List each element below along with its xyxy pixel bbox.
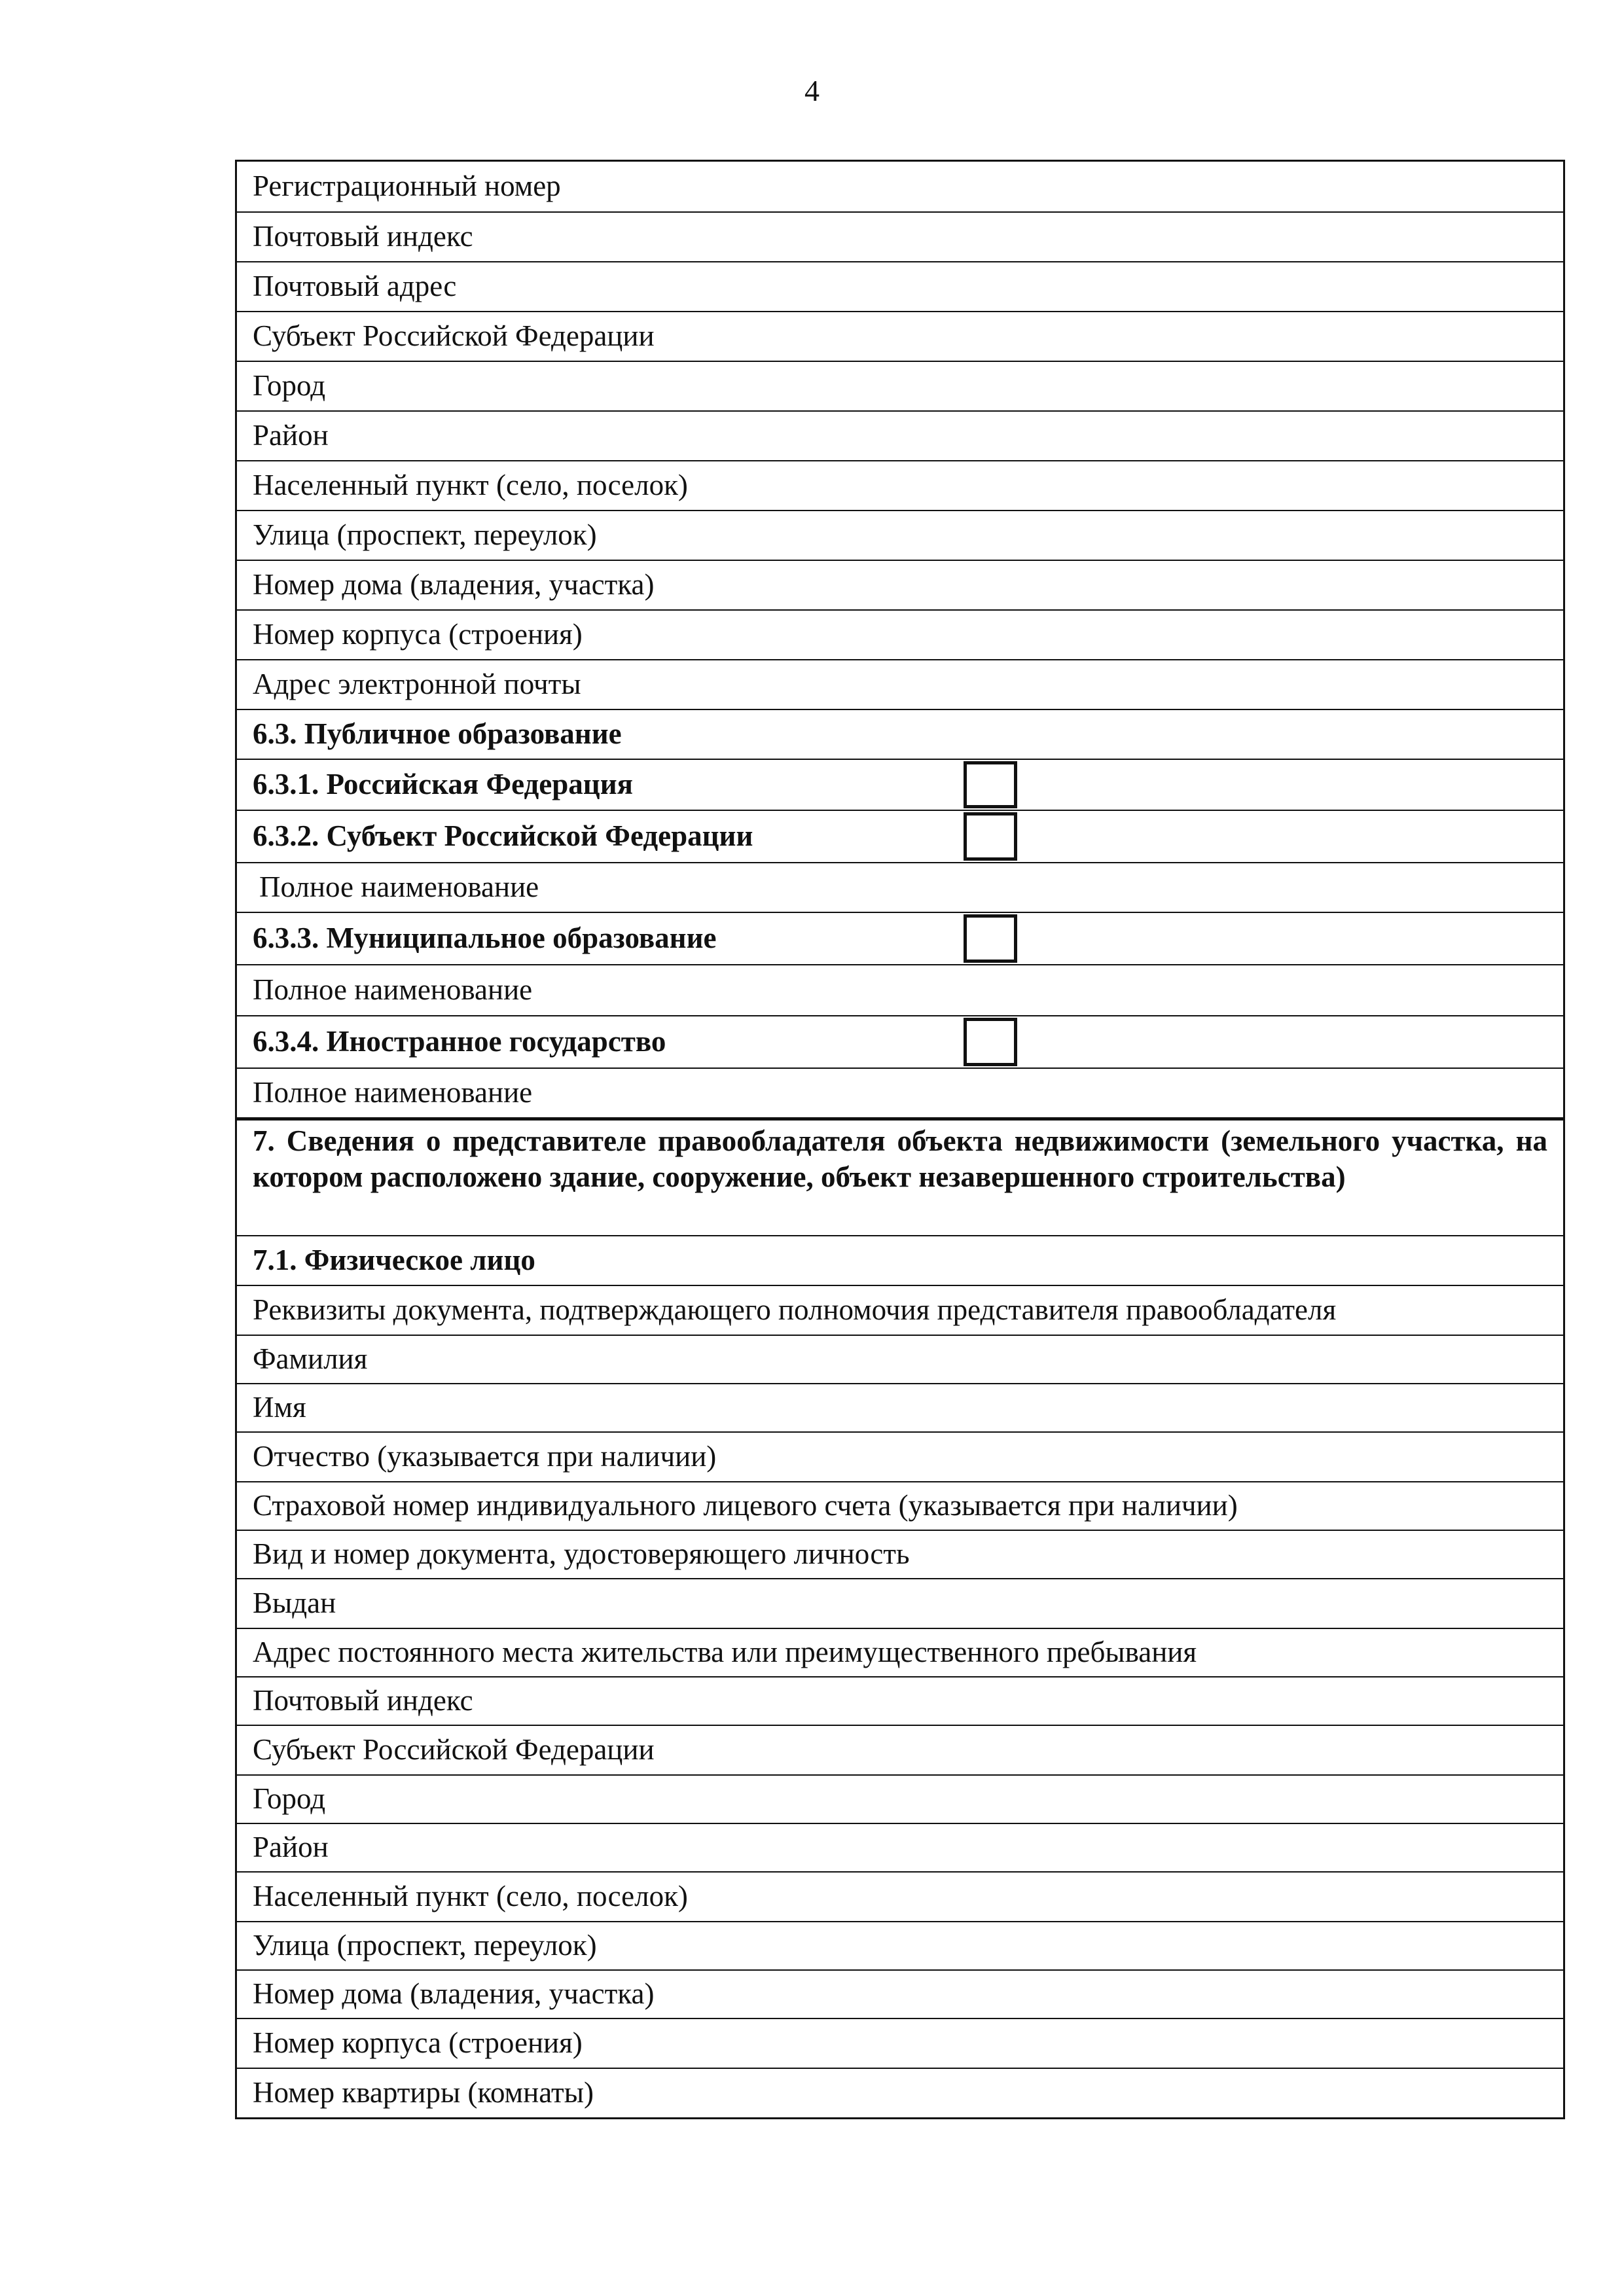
row-label: Город	[253, 1782, 326, 1816]
row-city	[237, 1774, 1563, 1823]
row-identity-document	[237, 1530, 1563, 1578]
row-label: Фамилия	[253, 1342, 368, 1376]
row-label: Номер дома (владения, участка)	[253, 568, 655, 601]
row-label: Отчество (указывается при наличии)	[253, 1440, 717, 1473]
row-surname	[237, 1335, 1563, 1383]
row-full-name	[237, 1067, 1563, 1117]
checkbox-municipality[interactable]	[964, 914, 1017, 963]
row-label: Улица (проспект, переулок)	[253, 1929, 597, 1962]
row-patronymic	[237, 1431, 1563, 1481]
row-label: Населенный пункт (село, поселок)	[253, 469, 688, 502]
section-heading: 7. Сведения о представителе правообладателя объекта недвижимости (земельного участка, на котором расположено здание, сооружение, объект незавершенного строительства)	[253, 1124, 1547, 1193]
row-city	[237, 361, 1563, 410]
section-7-heading	[237, 1117, 1563, 1235]
row-label: Страховой номер индивидуального лицевого счета (указывается при наличии)	[253, 1489, 1238, 1522]
row-label: Почтовый индекс	[253, 1684, 473, 1717]
row-full-name	[237, 964, 1563, 1015]
row-6-3-3	[237, 912, 1563, 964]
section-heading: 7.1. Физическое лицо	[253, 1244, 535, 1277]
checkbox-russian-federation[interactable]	[964, 761, 1017, 808]
row-label: Полное наименование	[253, 1076, 533, 1109]
row-postal-address	[237, 261, 1563, 311]
row-label: Полное наименование	[259, 870, 539, 904]
row-label: Почтовый адрес	[253, 270, 457, 303]
row-label: Имя	[253, 1391, 306, 1424]
row-label: Населенный пункт (село, поселок)	[253, 1880, 688, 1913]
row-settlement	[237, 1871, 1563, 1921]
row-full-name	[237, 862, 1563, 912]
row-label: Вид и номер документа, удостоверяющего личность	[253, 1537, 910, 1571]
row-label: Адрес постоянного места жительства или преимущественного пребывания	[253, 1636, 1197, 1669]
row-label: Район	[253, 1831, 329, 1864]
row-residence-address	[237, 1628, 1563, 1676]
row-email	[237, 659, 1563, 709]
form-table	[235, 160, 1565, 2119]
row-label: Реквизиты документа, подтверждающего полномочия представителя правообладателя	[253, 1293, 1337, 1327]
section-heading: 6.3. Публичное образование	[253, 717, 622, 751]
row-house-number	[237, 560, 1563, 609]
checkbox-foreign-state[interactable]	[964, 1018, 1017, 1066]
row-settlement	[237, 460, 1563, 510]
row-label: Адрес электронной почты	[253, 668, 581, 701]
row-building-number	[237, 609, 1563, 659]
row-label: Регистрационный номер	[253, 170, 561, 203]
row-authority-document	[237, 1285, 1563, 1335]
row-label: Номер квартиры (комнаты)	[253, 2076, 594, 2109]
row-label: Улица (проспект, переулок)	[253, 518, 597, 552]
row-first-name	[237, 1383, 1563, 1431]
row-label: Полное наименование	[253, 973, 533, 1007]
row-federal-subject	[237, 311, 1563, 361]
section-7-1-heading	[237, 1235, 1563, 1285]
row-label: Номер дома (владения, участка)	[253, 1977, 655, 2011]
row-postal-index	[237, 211, 1563, 261]
row-6-3-2	[237, 810, 1563, 862]
row-label: Почтовый индекс	[253, 220, 473, 253]
row-issued-by	[237, 1578, 1563, 1628]
row-label: Город	[253, 369, 326, 403]
row-postal-index	[237, 1676, 1563, 1725]
row-label: Выдан	[253, 1587, 336, 1620]
row-6-3-1	[237, 759, 1563, 810]
row-district	[237, 410, 1563, 460]
checkbox-federal-subject[interactable]	[964, 812, 1017, 861]
row-registration-number	[237, 162, 1563, 211]
row-label: Субъект Российской Федерации	[253, 1733, 655, 1767]
row-building-number	[237, 2018, 1563, 2068]
row-federal-subject	[237, 1725, 1563, 1774]
row-snils	[237, 1481, 1563, 1530]
row-house-number	[237, 1969, 1563, 2018]
row-label: Номер корпуса (строения)	[253, 2026, 583, 2060]
row-label: Район	[253, 419, 329, 452]
row-district	[237, 1823, 1563, 1871]
row-street	[237, 510, 1563, 560]
row-label: Номер корпуса (строения)	[253, 618, 583, 651]
row-label: Субъект Российской Федерации	[253, 319, 655, 353]
section-heading: 6.3.4. Иностранное государство	[253, 1025, 666, 1058]
section-heading: 6.3.1. Российская Федерация	[253, 768, 633, 801]
section-6-3-heading	[237, 709, 1563, 759]
section-heading: 6.3.2. Субъект Российской Федерации	[253, 819, 753, 853]
row-6-3-4	[237, 1015, 1563, 1067]
row-street	[237, 1921, 1563, 1969]
row-apartment-number	[237, 2068, 1563, 2117]
page-number: 4	[804, 74, 820, 107]
section-heading: 6.3.3. Муниципальное образование	[253, 922, 717, 955]
